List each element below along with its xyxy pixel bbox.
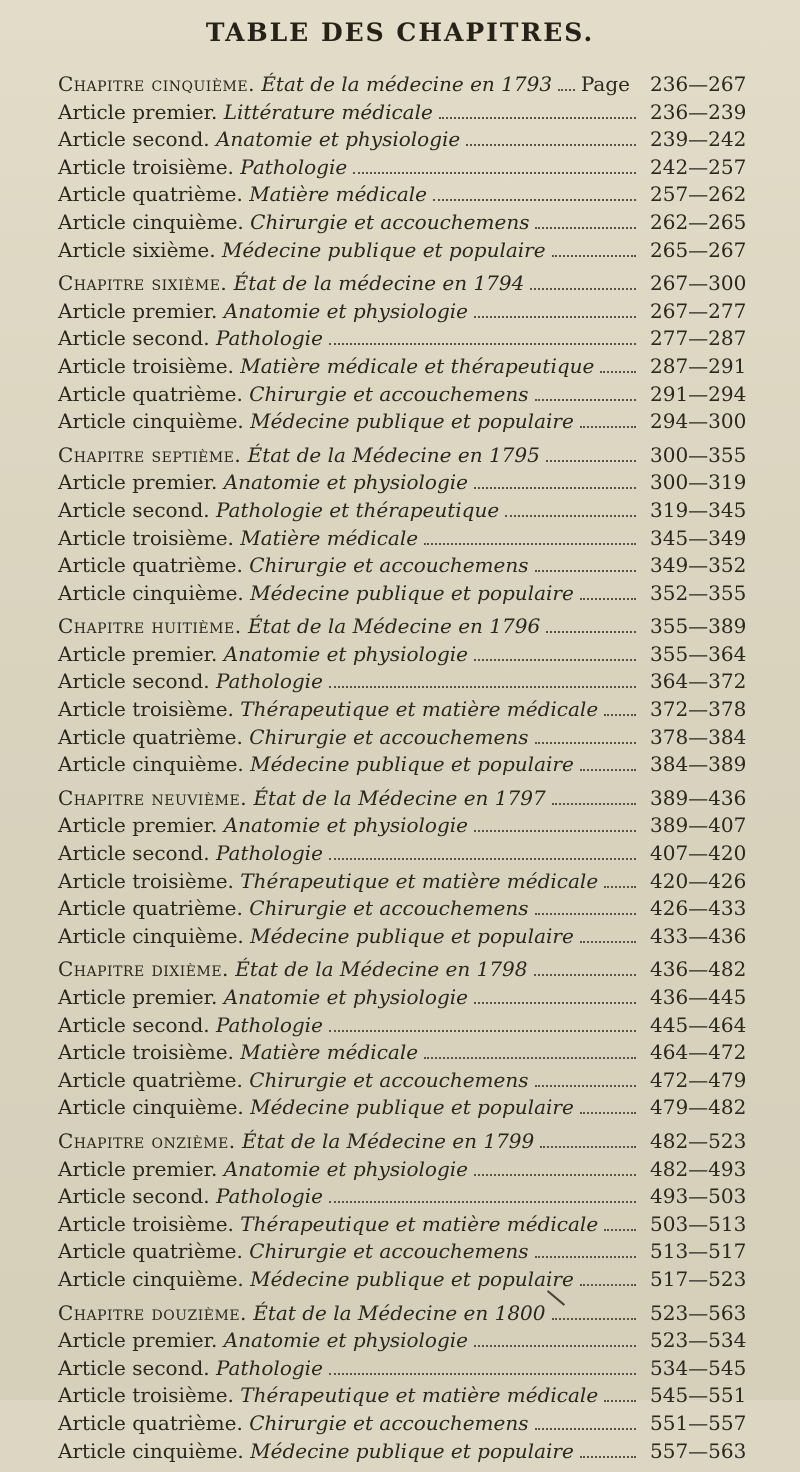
article-label: Article quatrième. xyxy=(58,896,243,921)
article-row[interactable] xyxy=(58,553,770,581)
chapter-title: État de la Médecine en 1795 xyxy=(247,442,540,467)
article-title: Pathologie xyxy=(215,1355,323,1380)
leader-dots xyxy=(580,1456,636,1458)
article-pages: 291—294 xyxy=(650,381,747,406)
article-label: Article cinquième. xyxy=(58,209,244,234)
article-label: Article premier. xyxy=(58,470,218,495)
chapter-title: État de la Médecine en 1799 xyxy=(242,1128,535,1153)
article-row[interactable] xyxy=(58,354,770,382)
article-label: Article cinquième. xyxy=(58,923,244,948)
article-title: Chirurgie et accouchemens xyxy=(249,381,529,406)
article-title: Thérapeutique et matière médicale xyxy=(240,1211,599,1236)
chapter-block xyxy=(58,614,770,780)
article-pages: 464—472 xyxy=(650,1040,747,1065)
leader-dots xyxy=(474,1174,636,1176)
article-row[interactable] xyxy=(58,642,770,670)
article-row[interactable] xyxy=(58,526,770,554)
chapter-pages: 523—563 xyxy=(650,1300,747,1325)
article-title: Anatomie et physiologie xyxy=(223,298,468,323)
leader-dots xyxy=(580,598,636,600)
article-title: Chirurgie et accouchemens xyxy=(249,1239,529,1264)
article-title: Médecine publique et populaire xyxy=(250,923,574,948)
article-pages: 287—291 xyxy=(650,353,747,378)
article-title: Chirurgie et accouchemens xyxy=(249,1410,529,1435)
leader-dots xyxy=(558,89,575,91)
leader-dots xyxy=(580,1284,636,1286)
article-row[interactable] xyxy=(58,1239,770,1267)
article-row[interactable] xyxy=(58,1095,770,1123)
article-row[interactable] xyxy=(58,841,770,869)
chapter-block xyxy=(58,443,770,609)
article-pages: 407—420 xyxy=(650,841,747,866)
article-title: Littérature médicale xyxy=(223,99,433,124)
chapter-pages: 482—523 xyxy=(650,1128,747,1153)
article-label: Article second. xyxy=(58,1355,210,1380)
article-title: Chirurgie et accouchemens xyxy=(249,1067,529,1092)
article-pages: 294—300 xyxy=(650,409,747,434)
article-title: Médecine publique et populaire xyxy=(250,409,574,434)
article-pages: 389—407 xyxy=(650,813,747,838)
article-label: Article premier. xyxy=(58,99,218,124)
article-row[interactable] xyxy=(58,1013,770,1041)
article-pages: 378—384 xyxy=(650,724,747,749)
article-row[interactable] xyxy=(58,669,770,697)
chapter-block xyxy=(58,1301,770,1467)
article-title: Pathologie xyxy=(215,1012,323,1037)
article-label: Article troisième. xyxy=(58,353,234,378)
chapter-label: Chapitre huitième. xyxy=(58,614,242,639)
article-label: Article cinquième. xyxy=(58,409,244,434)
article-pages: 372—378 xyxy=(650,697,747,722)
article-label: Article troisième. xyxy=(58,525,234,550)
article-pages: 545—551 xyxy=(650,1383,747,1408)
article-row[interactable] xyxy=(58,697,770,725)
leader-dots xyxy=(540,1146,636,1148)
article-pages: 433—436 xyxy=(650,923,747,948)
article-title: Médecine publique et populaire xyxy=(250,1095,574,1120)
article-label: Article quatrième. xyxy=(58,1067,243,1092)
leader-dots xyxy=(424,1057,636,1059)
article-row[interactable] xyxy=(58,470,770,498)
article-title: Anatomie et physiologie xyxy=(223,1328,468,1353)
leader-dots xyxy=(329,858,636,860)
leader-dots xyxy=(546,460,636,462)
article-row[interactable] xyxy=(58,1068,770,1096)
article-label: Article troisième. xyxy=(58,697,234,722)
article-label: Article troisième. xyxy=(58,1040,234,1065)
article-pages: 364—372 xyxy=(650,669,747,694)
chapter-row[interactable] xyxy=(58,1301,770,1329)
chapter-label: Chapitre cinquième. xyxy=(58,72,255,96)
leader-dots xyxy=(329,1201,636,1203)
article-title: Thérapeutique et matière médicale xyxy=(240,868,599,893)
article-pages: 517—523 xyxy=(650,1266,747,1291)
chapter-title: État de la Médecine en 1800 xyxy=(253,1300,546,1325)
chapter-label: Chapitre septième. xyxy=(58,442,242,467)
article-title: Pathologie xyxy=(215,1184,323,1209)
chapter-label: Chapitre dixième. xyxy=(58,957,229,982)
chapter-pages: 236—267 xyxy=(650,72,747,96)
leader-dots xyxy=(474,830,636,832)
leader-dots xyxy=(552,255,636,257)
article-label: Article second. xyxy=(58,326,210,351)
leader-dots xyxy=(580,941,636,943)
article-row[interactable] xyxy=(58,1411,770,1439)
leader-dots xyxy=(466,144,636,146)
article-row[interactable] xyxy=(58,752,770,780)
article-pages: 265—267 xyxy=(650,237,747,262)
article-title: Pathologie xyxy=(240,154,348,179)
leader-dots xyxy=(535,1428,636,1430)
article-label: Article quatrième. xyxy=(58,1410,243,1435)
article-row[interactable] xyxy=(58,1383,770,1411)
leader-dots xyxy=(439,117,636,119)
leader-dots xyxy=(604,1400,636,1402)
article-pages: 277—287 xyxy=(650,326,747,351)
article-title: Anatomie et physiologie xyxy=(223,641,468,666)
article-title: Thérapeutique et matière médicale xyxy=(240,697,599,722)
article-label: Article cinquième. xyxy=(58,1438,244,1463)
chapter-label: Chapitre onzième. xyxy=(58,1128,236,1153)
article-label: Article troisième. xyxy=(58,1211,234,1236)
leader-dots xyxy=(329,343,636,345)
article-pages: 513—517 xyxy=(650,1239,747,1264)
chapter-block xyxy=(58,1129,770,1295)
chapter-block xyxy=(58,72,770,265)
leader-dots xyxy=(433,199,636,201)
article-title: Pathologie xyxy=(215,326,323,351)
article-pages: 262—265 xyxy=(650,209,747,234)
leader-dots xyxy=(535,913,636,915)
article-title: Anatomie et physiologie xyxy=(223,470,468,495)
article-row[interactable] xyxy=(58,1439,770,1467)
article-title: Médecine publique et populaire xyxy=(250,752,574,777)
article-pages: 445—464 xyxy=(650,1012,747,1037)
chapter-block xyxy=(58,957,770,1123)
leader-dots xyxy=(474,316,636,318)
article-row[interactable] xyxy=(58,127,770,155)
article-label: Article cinquième. xyxy=(58,1266,244,1291)
leader-dots xyxy=(474,1345,636,1347)
leader-dots xyxy=(552,803,636,805)
article-row[interactable] xyxy=(58,182,770,210)
page-label: Page xyxy=(580,72,630,96)
article-title: Matière médicale xyxy=(240,525,419,550)
article-label: Article cinquième. xyxy=(58,1095,244,1120)
chapter-title: État de la médecine en 1794 xyxy=(233,271,525,296)
chapter-label: Chapitre sixième. xyxy=(58,271,228,296)
article-title: Chirurgie et accouchemens xyxy=(250,209,530,234)
chapter-label: Chapitre douzième. xyxy=(58,1300,247,1325)
article-pages: 352—355 xyxy=(650,580,747,605)
leader-dots xyxy=(546,631,636,633)
article-label: Article quatrième. xyxy=(58,381,243,406)
article-title: Chirurgie et accouchemens xyxy=(249,724,529,749)
leader-dots xyxy=(424,543,636,545)
article-pages: 426—433 xyxy=(650,896,747,921)
article-pages: 267—277 xyxy=(650,298,747,323)
leader-dots xyxy=(535,399,636,401)
article-label: Article premier. xyxy=(58,1328,218,1353)
article-title: Pathologie xyxy=(215,841,323,866)
article-label: Article premier. xyxy=(58,641,218,666)
leader-dots xyxy=(535,1085,636,1087)
article-title: Thérapeutique et matière médicale xyxy=(240,1383,599,1408)
article-row[interactable] xyxy=(58,1157,770,1185)
article-row[interactable] xyxy=(58,210,770,238)
chapter-pages: 300—355 xyxy=(650,442,747,467)
article-row[interactable] xyxy=(58,409,770,437)
chapter-row[interactable] xyxy=(58,957,770,985)
article-row[interactable] xyxy=(58,924,770,952)
article-pages: 345—349 xyxy=(650,525,747,550)
article-title: Médecine publique et populaire xyxy=(250,1438,574,1463)
article-label: Article troisième. xyxy=(58,1383,234,1408)
article-title: Anatomie et physiologie xyxy=(215,127,461,152)
article-row[interactable] xyxy=(58,1328,770,1356)
article-pages: 493—503 xyxy=(650,1184,747,1209)
article-row[interactable] xyxy=(58,100,770,128)
article-label: Article troisième. xyxy=(58,868,234,893)
leader-dots xyxy=(353,172,636,174)
article-label: Article premier. xyxy=(58,813,218,838)
chapter-block xyxy=(58,271,770,437)
article-pages: 420—426 xyxy=(650,868,747,893)
article-pages: 300—319 xyxy=(650,470,747,495)
article-title: Anatomie et physiologie xyxy=(223,985,468,1009)
chapter-pages: 389—436 xyxy=(650,785,747,810)
article-label: Article cinquième. xyxy=(58,752,244,777)
article-title: Matière médicale xyxy=(240,1040,419,1065)
leader-dots xyxy=(604,714,636,716)
article-row[interactable] xyxy=(58,1267,770,1295)
leader-dots xyxy=(474,487,636,489)
article-pages: 523—534 xyxy=(650,1328,747,1353)
article-label: Article second. xyxy=(58,127,210,152)
chapter-row[interactable] xyxy=(58,1129,770,1157)
chapter-title: État de la médecine en 1793 xyxy=(261,72,553,96)
article-row[interactable] xyxy=(58,155,770,183)
chapter-row[interactable] xyxy=(58,614,770,642)
article-row[interactable] xyxy=(58,869,770,897)
article-row[interactable] xyxy=(58,299,770,327)
article-row[interactable] xyxy=(58,581,770,609)
article-label: Article premier. xyxy=(58,985,218,1009)
article-label: Article second. xyxy=(58,669,210,694)
article-pages: 472—479 xyxy=(650,1067,747,1092)
article-pages: 436—445 xyxy=(650,985,747,1009)
leader-dots xyxy=(534,974,636,976)
chapter-row[interactable] xyxy=(58,786,770,814)
article-pages: 236—239 xyxy=(650,99,747,124)
article-pages: 349—352 xyxy=(650,553,747,578)
article-label: Article premier. xyxy=(58,298,218,323)
article-title: Matière médicale et thérapeutique xyxy=(240,353,595,378)
article-pages: 503—513 xyxy=(650,1211,747,1236)
article-label: Article troisième. xyxy=(58,154,234,179)
article-row[interactable] xyxy=(58,238,770,266)
article-pages: 384—389 xyxy=(650,752,747,777)
article-pages: 551—557 xyxy=(650,1410,747,1435)
article-label: Article quatrième. xyxy=(58,553,243,578)
article-pages: 355—364 xyxy=(650,641,747,666)
article-title: Chirurgie et accouchemens xyxy=(249,896,529,921)
leader-dots xyxy=(604,1229,636,1231)
article-title: Médecine publique et populaire xyxy=(250,580,574,605)
leader-dots xyxy=(329,686,636,688)
leader-dots xyxy=(535,227,636,229)
article-pages: 239—242 xyxy=(650,127,747,152)
article-pages: 242—257 xyxy=(650,154,747,179)
leader-dots xyxy=(580,426,636,428)
article-title: Anatomie et physiologie xyxy=(223,1156,468,1181)
leader-dots xyxy=(535,570,636,572)
chapter-title: État de la Médecine en 1798 xyxy=(235,957,528,982)
article-label: Article quatrième. xyxy=(58,724,243,749)
article-label: Article cinquième. xyxy=(58,580,244,605)
article-row[interactable] xyxy=(58,1184,770,1212)
leader-dots xyxy=(604,886,636,888)
article-title: Médecine publique et populaire xyxy=(250,1266,574,1291)
leader-dots xyxy=(580,1112,636,1114)
table-of-contents xyxy=(58,72,770,1472)
article-row[interactable] xyxy=(58,985,770,1013)
leader-dots xyxy=(329,1373,636,1375)
article-label: Article second. xyxy=(58,841,210,866)
leader-dots xyxy=(329,1030,636,1032)
article-title: Matière médicale xyxy=(249,182,427,207)
chapter-title: État de la Médecine en 1797 xyxy=(253,785,546,810)
chapter-pages: 355—389 xyxy=(650,614,747,639)
leader-dots xyxy=(552,1318,636,1320)
article-label: Article premier. xyxy=(58,1156,218,1181)
article-label: Article second. xyxy=(58,497,210,522)
article-row[interactable] xyxy=(58,896,770,924)
chapter-row[interactable] xyxy=(58,271,770,299)
article-row[interactable] xyxy=(58,1212,770,1240)
leader-dots xyxy=(474,1002,636,1004)
article-pages: 257—262 xyxy=(650,182,747,207)
article-row[interactable] xyxy=(58,1040,770,1068)
article-label: Article second. xyxy=(58,1012,210,1037)
article-title: Chirurgie et accouchemens xyxy=(249,553,529,578)
article-row[interactable] xyxy=(58,326,770,354)
leader-dots xyxy=(530,288,636,290)
article-pages: 319—345 xyxy=(650,497,747,522)
article-row[interactable] xyxy=(58,1356,770,1384)
article-row[interactable] xyxy=(58,725,770,753)
leader-dots xyxy=(600,371,636,373)
chapter-pages: 436—482 xyxy=(650,957,747,982)
article-pages: 479—482 xyxy=(650,1095,747,1120)
article-row[interactable] xyxy=(58,382,770,410)
article-label: Article quatrième. xyxy=(58,1239,243,1264)
leader-dots xyxy=(535,742,636,744)
leader-dots xyxy=(474,659,636,661)
article-title: Médecine publique et populaire xyxy=(221,237,546,262)
chapter-row[interactable] xyxy=(58,443,770,471)
chapter-title: État de la Médecine en 1796 xyxy=(247,614,541,639)
article-title: Anatomie et physiologie xyxy=(223,813,468,838)
chapter-block xyxy=(58,786,770,952)
article-label: Article second. xyxy=(58,1184,210,1209)
chapter-pages: 267—300 xyxy=(650,271,747,296)
leader-dots xyxy=(535,1256,636,1258)
article-row[interactable] xyxy=(58,498,770,526)
article-row[interactable] xyxy=(58,813,770,841)
article-label: Article quatrième. xyxy=(58,182,243,207)
article-title: Pathologie et thérapeutique xyxy=(215,497,500,522)
article-label: Article sixième. xyxy=(58,237,216,262)
article-title: Pathologie xyxy=(215,669,323,694)
chapter-label: Chapitre neuvième. xyxy=(58,785,248,810)
running-title: TABLE DES CHAPITRES. xyxy=(205,18,595,47)
article-pages: 557—563 xyxy=(650,1438,747,1463)
leader-dots xyxy=(505,515,636,517)
chapter-row[interactable] xyxy=(58,72,770,100)
article-pages: 482—493 xyxy=(650,1156,747,1181)
article-pages: 534—545 xyxy=(650,1355,747,1380)
leader-dots xyxy=(580,769,636,771)
